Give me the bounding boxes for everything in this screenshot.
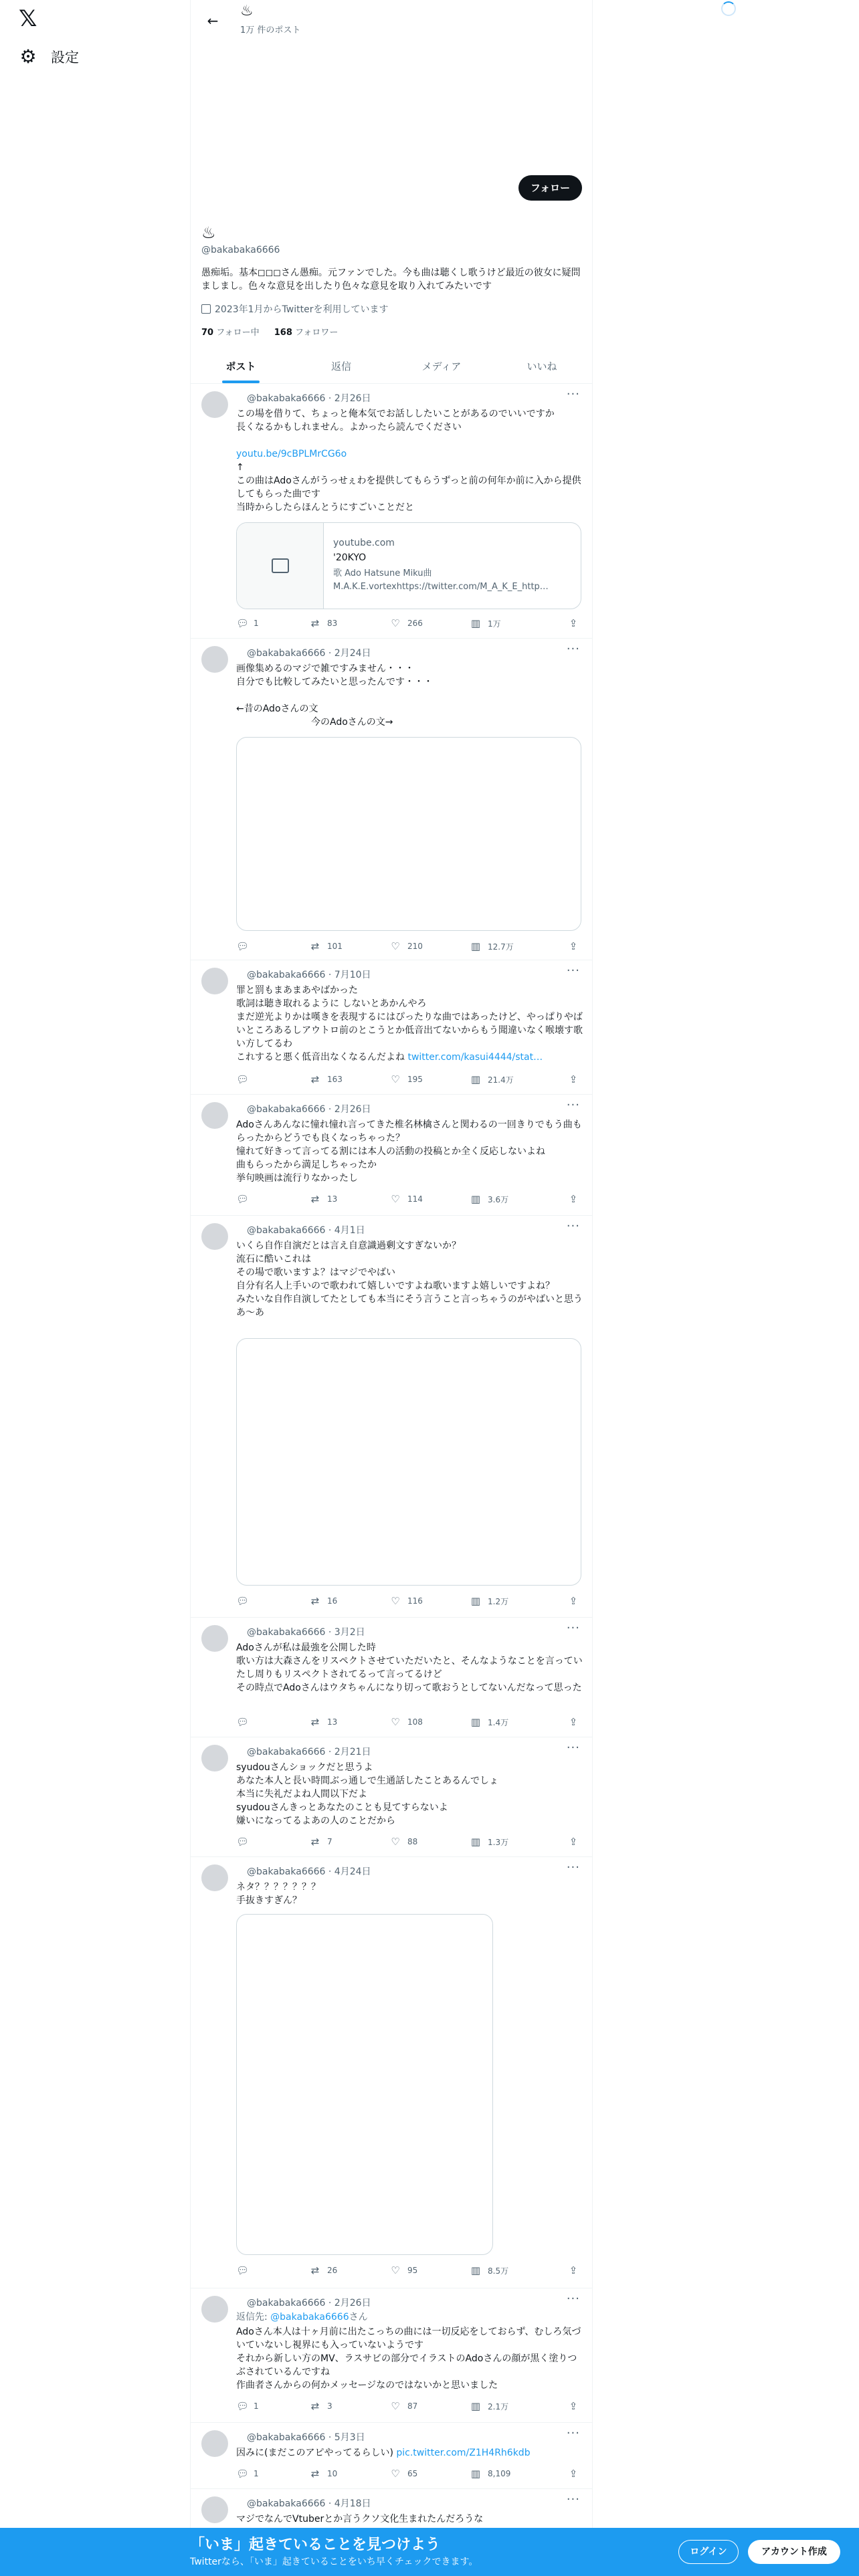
share-button[interactable] (568, 1836, 585, 1848)
tweet[interactable] (191, 2424, 592, 2489)
retweet-button[interactable]: ⇄ 83 (310, 617, 338, 629)
more-icon[interactable]: ··· (566, 1219, 580, 1233)
card-domain: youtube.com (333, 538, 395, 548)
tweet-image[interactable] (236, 1914, 493, 2255)
tweet[interactable] (191, 1216, 592, 1618)
retweet-button[interactable]: ⇄ 26 (310, 2264, 338, 2276)
followers-link[interactable]: 168 フォロワー (274, 328, 339, 338)
joined-text: 2023年1月からTwitterを利用しています (215, 304, 389, 315)
tweet-text: マジでなんでVtuberとか言うクソ文化生まれたんだろうな (236, 2514, 484, 2525)
retweet-button[interactable]: ⇄ 3 (310, 2400, 332, 2412)
back-button[interactable] (201, 9, 224, 32)
tweet-text: Adoさんが私は最強を公開した時 歌い方は大森さんをリスペクトさせていただいたと、そんなようなことを言っていたし周りもリスペクトされてるって言ってるけど その時点でAdoさんはウタちゃんになり切って歌おうとしてないんだなって思った (236, 1642, 583, 1693)
avatar[interactable] (201, 2296, 228, 2323)
more-icon[interactable]: ··· (566, 2426, 580, 2440)
tweet-actions (236, 2264, 581, 2278)
tweet-link[interactable]: pic.twitter.com/Z1H4Rh6kdb (396, 2448, 531, 2458)
reply-icon: 💬︎ (236, 1073, 250, 1085)
views-button[interactable]: ▥ 8.5万 (470, 2264, 509, 2276)
share-button[interactable] (568, 1716, 585, 1728)
tweet-meta: @bakabaka6666 · 2月21日 (247, 1747, 371, 1757)
tweet[interactable] (191, 961, 592, 1095)
share-button[interactable] (568, 1595, 585, 1607)
more-icon[interactable]: ··· (566, 1098, 580, 1112)
card-title: '20KYO (333, 552, 367, 563)
share-button[interactable] (568, 617, 585, 629)
tab-media[interactable]: メディア (421, 360, 462, 372)
heart-icon: ♡ (391, 2468, 400, 2480)
share-icon: ⇪ (569, 1073, 578, 1085)
more-icon[interactable]: ··· (566, 387, 580, 401)
retweet-icon: ⇄ (310, 2468, 320, 2480)
avatar[interactable] (201, 391, 228, 418)
tweet-text: syudouさんショックだと思うよ あなた本人と長い時間ぶっ通しで生通話したことあるんでしょ 本当に失礼だよね人間以下だよ syudouさんきっとあなたのことも見てすらないよ 嫌いになってるよあの人のことだから (236, 1762, 498, 1826)
avatar[interactable] (201, 2430, 228, 2457)
views-button[interactable]: ▥ 12.7万 (470, 940, 514, 952)
share-button[interactable] (568, 2400, 585, 2412)
share-button[interactable] (568, 1073, 585, 1085)
avatar[interactable] (201, 2496, 228, 2523)
like-button[interactable]: ♡ 210 (391, 940, 423, 952)
reply-button[interactable]: 💬︎ 1 (236, 2400, 259, 2412)
like-button[interactable]: ♡ 95 (391, 2264, 418, 2276)
profile-header-bar (191, 0, 592, 41)
share-icon: ⇪ (569, 2264, 578, 2276)
tweet[interactable] (191, 2289, 592, 2423)
tweet-text: Adoさんあんなに憧れ憧れ言ってきた椎名林檎さんと関わるの一回きりでもう曲もらったからどうでも良くなっちゃった？ 憧れて好きって言ってる割には本人の活動の投稿とか全く反応しないよね 曲もらったから満足しちゃったか 挙句映画は流行りなかったし (236, 1119, 582, 1184)
loading-spinner-icon (721, 1, 736, 16)
signup-banner-subtitle: Twitterなら、「いま」起きていることをいち早くチェックできます。 (190, 2557, 478, 2567)
reply-icon: 💬︎ (236, 2400, 250, 2412)
heart-icon: ♡ (391, 940, 400, 952)
tweet-meta: @bakabaka6666 · 3月2日 (247, 1627, 365, 1638)
tweet-link[interactable]: youtu.be/9cBPLMrCG6o (236, 449, 347, 459)
heart-icon: ♡ (391, 617, 400, 629)
heart-icon: ♡ (391, 2264, 400, 2276)
tweet-text: 因みに(まだこのアピやってるらしい) pic.twitter.com/Z1H4Rh6kdb (236, 2448, 531, 2458)
reply-button[interactable] (236, 940, 254, 952)
share-button[interactable] (568, 2264, 585, 2276)
tweet-image[interactable] (236, 1338, 581, 1586)
card-description: 歌 Ado Hatsune Miku曲 M.A.K.E.vortexhttps://twitter.com/M_A_K_E_http… (333, 568, 549, 592)
share-button[interactable] (568, 940, 585, 952)
like-button[interactable]: ♡ 88 (391, 1836, 418, 1848)
like-button[interactable]: ♡ 108 (391, 1716, 423, 1728)
bar-chart-icon: ▥ (470, 617, 481, 629)
card-thumbnail (237, 523, 324, 609)
settings-label: 設定 (51, 49, 79, 66)
tweet-text: 罪と罰もまあまあやばかった 歌詞は聴き取れるように しないとあかんやろ まだ逆光よりかは嘆きを表現するにはぴったりな曲ではあったけど、やっぱりやばいところあるしアウトロ前のとこうとか低音出てないからもう聞違いなく喉壊す歌い方してるわ これすると悪く低音出なくなるんだよね twitter.com/kasui4444/stat… (236, 985, 583, 1063)
article-icon (272, 558, 289, 573)
share-button[interactable] (568, 1193, 585, 1205)
tweet[interactable] (191, 639, 592, 960)
bar-chart-icon: ▥ (470, 1595, 481, 1607)
tweet-meta: @bakabaka6666 · 2月26日 (247, 1104, 371, 1115)
bar-chart-icon: ▥ (470, 2400, 481, 2412)
bar-chart-icon: ▥ (470, 2264, 481, 2276)
tweet-actions (236, 1836, 581, 1849)
heart-icon: ♡ (391, 1716, 400, 1728)
more-icon[interactable]: ··· (566, 1741, 580, 1755)
reply-icon: 💬︎ (236, 940, 250, 952)
heart-icon: ♡ (391, 1836, 400, 1848)
like-button[interactable]: ♡ 195 (391, 1073, 423, 1085)
reply-icon: 💬︎ (236, 2468, 250, 2480)
follow-button[interactable]: フォロー (518, 175, 582, 201)
reply-button[interactable] (236, 1836, 254, 1848)
reply-button[interactable] (236, 1073, 254, 1085)
tweet-text: ネタ？？？？？？？ 手抜きすぎん？ (236, 1882, 320, 1906)
bar-chart-icon: ▥ (470, 1836, 481, 1848)
retweet-button[interactable]: ⇄ 163 (310, 1073, 343, 1085)
retweet-icon: ⇄ (310, 2400, 320, 2412)
reply-button[interactable]: 💬︎ 1 (236, 617, 259, 629)
gear-icon: ⚙ (19, 45, 37, 68)
settings-nav-item[interactable] (19, 45, 79, 68)
profile-banner (191, 41, 592, 175)
like-button[interactable]: ♡ 114 (391, 1193, 423, 1205)
bar-chart-icon: ▥ (470, 1073, 481, 1085)
retweet-icon: ⇄ (310, 1595, 320, 1607)
tweet-text: いくら自作自演だとは言え自意識過剰文すぎないか？ 流石に酷いこれは その場で歌いますよ？はマジでやばい 自分有名人上手いので歌われて嬉しいですよね歌いますよ嬉しいですよね？ みたいな自作自演してたとしても本当にそう言うこと言っちゃうのがやばいと思う あ〜あ (236, 1241, 583, 1318)
profile-tabs (191, 349, 592, 384)
tweet[interactable] (191, 385, 592, 639)
signup-banner-title: 「いま」起きていることを見つけよう (190, 2537, 441, 2553)
avatar[interactable] (201, 1625, 228, 1652)
like-button[interactable]: ♡ 266 (391, 617, 423, 629)
tweet-actions (236, 617, 581, 631)
reply-icon: 💬︎ (236, 1193, 250, 1205)
tweet[interactable] (191, 2490, 592, 2528)
tweet-meta: @bakabaka6666 · 2月26日 (247, 393, 371, 404)
link-card[interactable] (236, 522, 581, 609)
heart-icon: ♡ (391, 1595, 400, 1607)
retweet-button[interactable]: ⇄ 13 (310, 1716, 338, 1728)
avatar[interactable] (201, 1745, 228, 1772)
heart-icon: ♡ (391, 1073, 400, 1085)
more-icon[interactable]: ··· (566, 2492, 580, 2506)
share-icon: ⇪ (569, 1836, 578, 1848)
heart-icon: ♡ (391, 2400, 400, 2412)
header-post-count: 1万 件のポスト (240, 25, 301, 35)
reply-button[interactable] (236, 1716, 254, 1728)
arrow-left-icon: ← (207, 13, 219, 29)
tab-posts[interactable]: ポスト (191, 349, 291, 383)
tweet-actions (236, 1716, 581, 1729)
more-icon[interactable]: ··· (566, 964, 580, 978)
more-icon[interactable]: ··· (566, 642, 580, 656)
tweet-meta: @bakabaka6666 · 4月24日 (247, 1866, 371, 1877)
retweet-button[interactable]: ⇄ 16 (310, 1595, 338, 1607)
retweet-button[interactable]: ⇄ 101 (310, 940, 343, 952)
tweet-actions (236, 2400, 581, 2413)
retweet-icon: ⇄ (310, 2264, 320, 2276)
more-icon[interactable]: ··· (566, 1621, 580, 1635)
reply-button[interactable] (236, 1595, 254, 1607)
reply-icon: 💬︎ (236, 617, 250, 629)
left-sidebar (0, 0, 190, 2576)
tweet-actions (236, 2468, 581, 2481)
header-display-name: ♨ (240, 3, 254, 19)
avatar[interactable] (201, 1864, 228, 1891)
reply-button[interactable] (236, 2264, 254, 2276)
views-button[interactable]: ▥ 21.4万 (470, 1073, 514, 1085)
share-button[interactable] (568, 2468, 585, 2480)
retweet-icon: ⇄ (310, 1073, 320, 1085)
more-icon[interactable]: ··· (566, 2292, 580, 2306)
bar-chart-icon: ▥ (470, 1716, 481, 1728)
tweet[interactable] (191, 1618, 592, 1737)
views-button[interactable]: ▥ 1.4万 (470, 1716, 509, 1728)
main-column (190, 0, 593, 2576)
profile-follow-stats (201, 325, 350, 338)
reply-to-handle[interactable]: @bakabaka6666 (270, 2312, 349, 2323)
create-account-button[interactable]: アカウント作成 (748, 2540, 840, 2564)
share-icon: ⇪ (569, 2468, 578, 2480)
tweet-meta: @bakabaka6666 · 5月3日 (247, 2432, 365, 2443)
tweet-text: この場を借りて、ちょっと俺本気でお話ししたいことがあるのでいいですか 長くなるかもしれません。よかったら読んでください (236, 409, 555, 433)
calendar-icon (201, 304, 211, 314)
tweet-meta: @bakabaka6666 · 4月18日 (247, 2498, 371, 2509)
reply-icon: 💬︎ (236, 2264, 250, 2276)
share-icon: ⇪ (569, 1595, 578, 1607)
tweet-text: Adoさん本人は十ヶ月前に出たこっちの曲には一切反応をしておらず、むしろ気づいていないし視界にも入っていないようです それから新しい方のMV、ラスサビの部分でイラストのAdoさんの顔が黒く塗りつぶされているんですね 作曲者さんからの何かメッセージなのではないかと思いました (236, 2327, 581, 2391)
retweet-button[interactable]: ⇄ 10 (310, 2468, 338, 2480)
share-icon: ⇪ (569, 1716, 578, 1728)
profile-handle: @bakabaka6666 (201, 245, 280, 255)
retweet-icon: ⇄ (310, 940, 320, 952)
reply-icon: 💬︎ (236, 1595, 250, 1607)
tweet-meta: @bakabaka6666 · 2月24日 (247, 648, 371, 659)
like-button[interactable]: ♡ 116 (391, 1595, 423, 1607)
reply-to-line: 返信先: @bakabaka6666さん (236, 2312, 368, 2323)
retweet-icon: ⇄ (310, 1193, 320, 1205)
tweet-text-continued: ↑ この曲はAdoさんがうっせぇわを提供してもらうずっと前の何年か前に入から提供してもらった曲です 当時からしたらほんとうにすごいことだと (236, 462, 581, 513)
retweet-icon: ⇄ (310, 1716, 320, 1728)
like-button[interactable]: ♡ 65 (391, 2468, 418, 2480)
reply-icon: 💬︎ (236, 1716, 250, 1728)
tweet-meta: @bakabaka6666 · 7月10日 (247, 970, 371, 980)
tab-likes[interactable]: いいね (527, 360, 557, 372)
retweet-icon: ⇄ (310, 617, 320, 629)
tweet-actions (236, 940, 581, 954)
tweet[interactable] (191, 1858, 592, 2288)
tweet-actions (236, 1595, 581, 1608)
retweet-icon: ⇄ (310, 1836, 320, 1848)
share-icon: ⇪ (569, 1193, 578, 1205)
avatar[interactable] (201, 1223, 228, 1250)
views-button[interactable]: ▥ 1.3万 (470, 1836, 509, 1848)
views-button[interactable]: ▥ 3.6万 (470, 1193, 509, 1205)
tab-replies[interactable]: 返信 (330, 360, 351, 372)
tweet-image[interactable] (236, 737, 581, 931)
profile-bio: 愚痴垢。基本◻︎◻︎◻︎さん愚痴。元ファンでした。今も曲は聴くし歌うけど最近の彼女に疑問ましまし。色々な意見を出したり色々な意見を取り入れてみたいです (201, 267, 581, 292)
views-button[interactable]: ▥ 1万 (470, 617, 501, 629)
x-logo-icon[interactable]: 𝕏 (19, 5, 37, 32)
signup-banner (0, 2528, 859, 2576)
retweet-button[interactable]: ⇄ 13 (310, 1193, 338, 1205)
tweet-text: 画像集めるのマジで雑ですみません・・・ 自分でも比較してみたいと思ったんです・・・ ←昔のAdoさんの文 今のAdoさんの文→ (236, 663, 433, 728)
bar-chart-icon: ▥ (470, 940, 481, 952)
tweet-link[interactable]: twitter.com/kasui4444/stat… (407, 1052, 543, 1063)
reply-button[interactable] (236, 1193, 254, 1205)
tweet-meta: @bakabaka6666 · 2月26日 (247, 2298, 371, 2309)
reply-button[interactable]: 💬︎ 1 (236, 2468, 259, 2480)
profile-display-name: ♨ (201, 223, 216, 242)
views-button[interactable]: ▥ 8,109 (470, 2468, 511, 2480)
avatar[interactable] (201, 646, 228, 673)
avatar[interactable] (201, 968, 228, 994)
views-button[interactable]: ▥ 2.1万 (470, 2400, 509, 2412)
tweet[interactable] (191, 1738, 592, 1857)
tweet-actions (236, 1073, 581, 1087)
reply-icon: 💬︎ (236, 1836, 250, 1848)
share-icon: ⇪ (569, 940, 578, 952)
share-icon: ⇪ (569, 2400, 578, 2412)
bar-chart-icon: ▥ (470, 2468, 481, 2480)
login-button[interactable]: ログイン (678, 2540, 739, 2564)
retweet-button[interactable]: ⇄ 7 (310, 1836, 332, 1848)
more-icon[interactable]: ··· (566, 1860, 580, 1874)
tweet[interactable] (191, 1095, 592, 1216)
views-button[interactable]: ▥ 1.2万 (470, 1595, 509, 1607)
share-icon: ⇪ (569, 617, 578, 629)
bar-chart-icon: ▥ (470, 1193, 481, 1205)
tweet-meta: @bakabaka6666 · 4月1日 (247, 1225, 365, 1236)
following-link[interactable]: 70 フォロー中 (201, 328, 260, 338)
heart-icon: ♡ (391, 1193, 400, 1205)
profile-joined (201, 302, 388, 316)
tweet-actions (236, 1193, 581, 1206)
avatar[interactable] (201, 1102, 228, 1129)
like-button[interactable]: ♡ 87 (391, 2400, 418, 2412)
